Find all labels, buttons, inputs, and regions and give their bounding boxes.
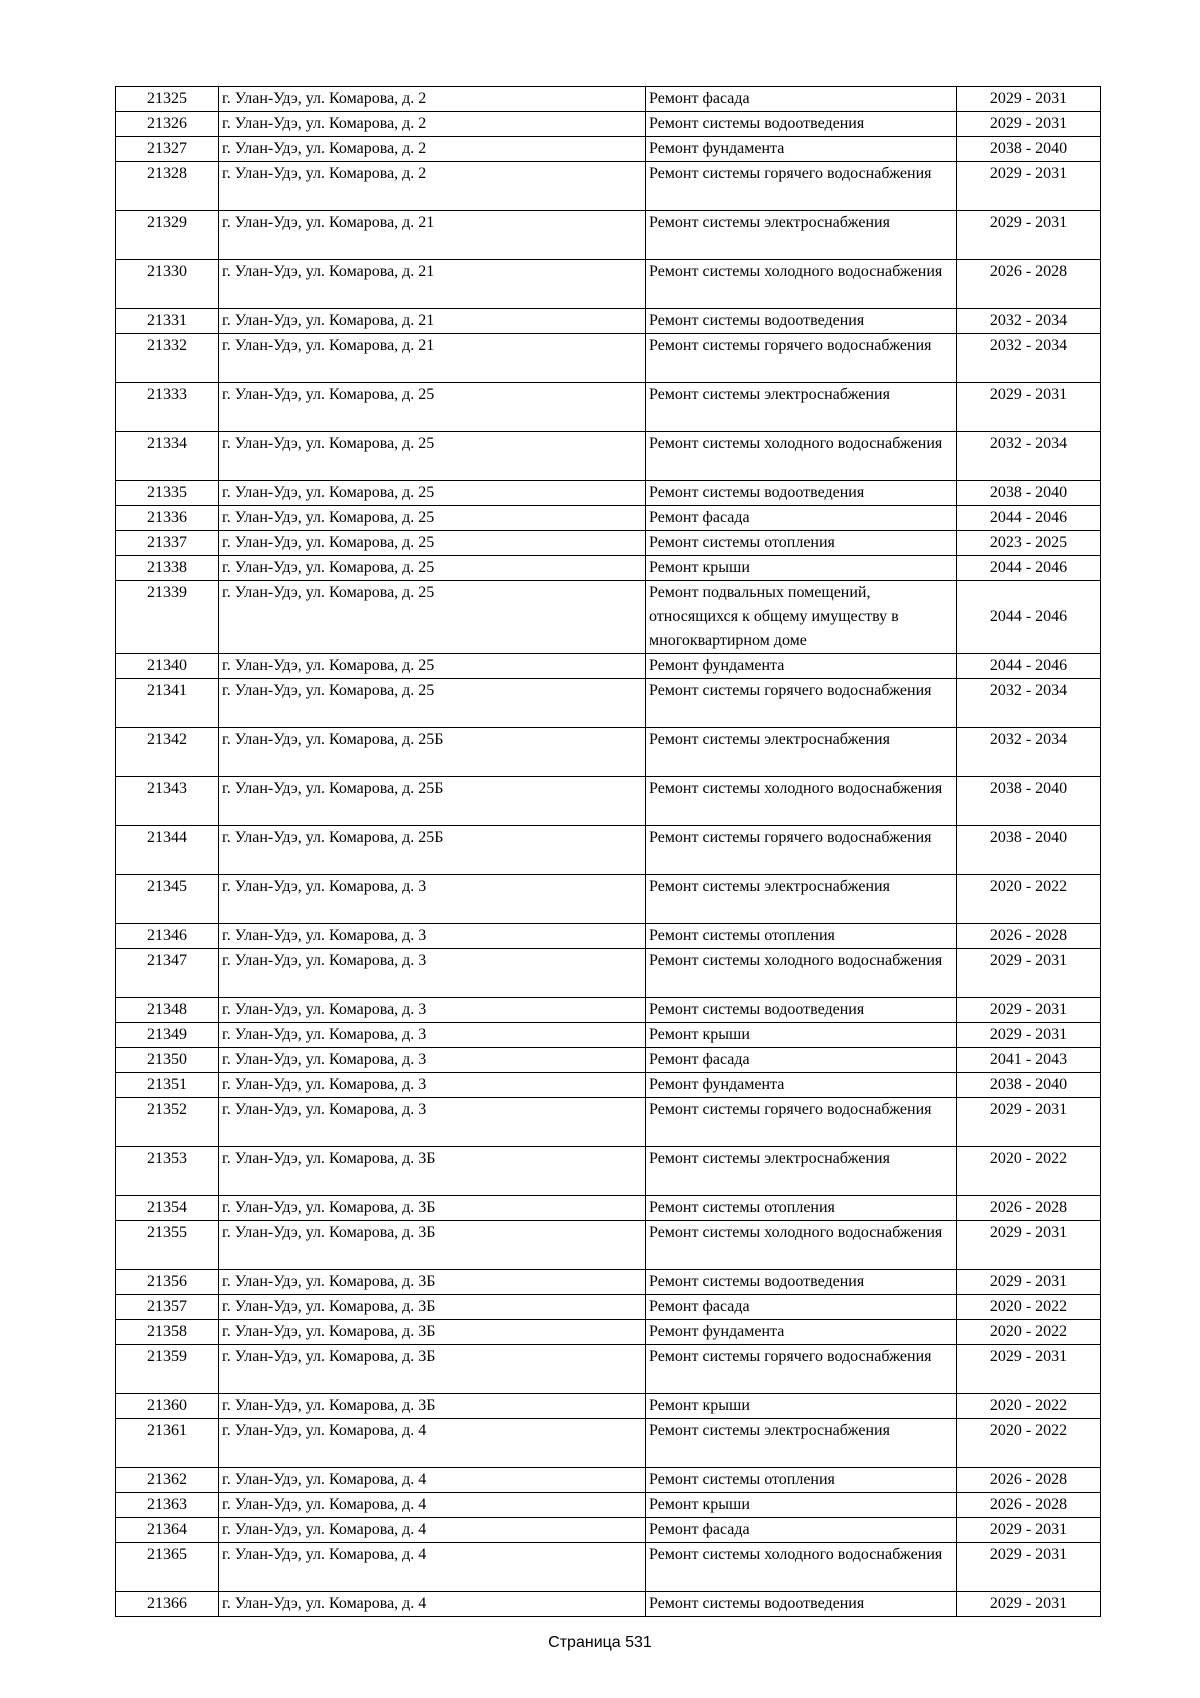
row-number-cell: 21347 bbox=[116, 949, 219, 998]
row-number-cell: 21339 bbox=[116, 581, 219, 654]
address-cell: г. Улан-Удэ, ул. Комарова, д. 2 bbox=[219, 137, 646, 162]
period-cell: 2029 - 2031 bbox=[957, 998, 1101, 1023]
address-cell: г. Улан-Удэ, ул. Комарова, д. 3Б bbox=[219, 1345, 646, 1394]
table-row bbox=[116, 137, 1101, 162]
address-cell: г. Улан-Удэ, ул. Комарова, д. 4 bbox=[219, 1493, 646, 1518]
period-cell: 2041 - 2043 bbox=[957, 1048, 1101, 1073]
work-type-cell: Ремонт системы горячего водоснабжения bbox=[646, 162, 957, 211]
table-row bbox=[116, 875, 1101, 924]
table-row bbox=[116, 1419, 1101, 1468]
work-type-cell: Ремонт фасада bbox=[646, 1048, 957, 1073]
row-number-cell: 21325 bbox=[116, 87, 219, 112]
row-number-cell: 21335 bbox=[116, 481, 219, 506]
table-row bbox=[116, 728, 1101, 777]
row-number-cell: 21357 bbox=[116, 1295, 219, 1320]
period-cell: 2044 - 2046 bbox=[957, 581, 1101, 654]
work-type-cell: Ремонт системы холодного водоснабжения bbox=[646, 777, 957, 826]
row-number-cell: 21332 bbox=[116, 334, 219, 383]
period-cell: 2029 - 2031 bbox=[957, 1023, 1101, 1048]
row-number-cell: 21359 bbox=[116, 1345, 219, 1394]
address-cell: г. Улан-Удэ, ул. Комарова, д. 25Б bbox=[219, 826, 646, 875]
row-number-cell: 21341 bbox=[116, 679, 219, 728]
work-type-cell: Ремонт системы горячего водоснабжения bbox=[646, 679, 957, 728]
period-cell: 2020 - 2022 bbox=[957, 1419, 1101, 1468]
address-cell: г. Улан-Удэ, ул. Комарова, д. 3Б bbox=[219, 1295, 646, 1320]
table-row bbox=[116, 1295, 1101, 1320]
address-cell: г. Улан-Удэ, ул. Комарова, д. 25 bbox=[219, 556, 646, 581]
work-type-cell: Ремонт фасада bbox=[646, 1295, 957, 1320]
repair-schedule-table bbox=[115, 86, 1101, 1617]
period-cell: 2038 - 2040 bbox=[957, 777, 1101, 826]
row-number-cell: 21354 bbox=[116, 1196, 219, 1221]
row-number-cell: 21351 bbox=[116, 1073, 219, 1098]
row-number-cell: 21366 bbox=[116, 1592, 219, 1617]
table-row bbox=[116, 531, 1101, 556]
row-number-cell: 21328 bbox=[116, 162, 219, 211]
table-row bbox=[116, 506, 1101, 531]
address-cell: г. Улан-Удэ, ул. Комарова, д. 25 bbox=[219, 679, 646, 728]
table-row bbox=[116, 949, 1101, 998]
row-number-cell: 21348 bbox=[116, 998, 219, 1023]
address-cell: г. Улан-Удэ, ул. Комарова, д. 4 bbox=[219, 1543, 646, 1592]
period-cell: 2020 - 2022 bbox=[957, 1295, 1101, 1320]
table-row bbox=[116, 260, 1101, 309]
work-type-cell: Ремонт системы электроснабжения bbox=[646, 875, 957, 924]
period-cell: 2020 - 2022 bbox=[957, 1147, 1101, 1196]
address-cell: г. Улан-Удэ, ул. Комарова, д. 4 bbox=[219, 1419, 646, 1468]
address-cell: г. Улан-Удэ, ул. Комарова, д. 25 bbox=[219, 506, 646, 531]
table-row bbox=[116, 1468, 1101, 1493]
work-type-cell: Ремонт системы холодного водоснабжения bbox=[646, 432, 957, 481]
period-cell: 2029 - 2031 bbox=[957, 1543, 1101, 1592]
table-row bbox=[116, 998, 1101, 1023]
table-row bbox=[116, 211, 1101, 260]
table-row bbox=[116, 383, 1101, 432]
period-cell: 2029 - 2031 bbox=[957, 383, 1101, 432]
period-cell: 2029 - 2031 bbox=[957, 1345, 1101, 1394]
row-number-cell: 21330 bbox=[116, 260, 219, 309]
work-type-cell: Ремонт системы горячего водоснабжения bbox=[646, 1345, 957, 1394]
row-number-cell: 21361 bbox=[116, 1419, 219, 1468]
address-cell: г. Улан-Удэ, ул. Комарова, д. 25 bbox=[219, 581, 646, 654]
address-cell: г. Улан-Удэ, ул. Комарова, д. 3 bbox=[219, 998, 646, 1023]
work-type-cell: Ремонт крыши bbox=[646, 1023, 957, 1048]
address-cell: г. Улан-Удэ, ул. Комарова, д. 25Б bbox=[219, 777, 646, 826]
period-cell: 2044 - 2046 bbox=[957, 556, 1101, 581]
period-cell: 2029 - 2031 bbox=[957, 1221, 1101, 1270]
work-type-cell: Ремонт системы электроснабжения bbox=[646, 1147, 957, 1196]
address-cell: г. Улан-Удэ, ул. Комарова, д. 2 bbox=[219, 87, 646, 112]
work-type-cell: Ремонт системы электроснабжения bbox=[646, 1419, 957, 1468]
work-type-cell: Ремонт системы отопления bbox=[646, 531, 957, 556]
row-number-cell: 21337 bbox=[116, 531, 219, 556]
work-type-cell: Ремонт фундамента bbox=[646, 1320, 957, 1345]
address-cell: г. Улан-Удэ, ул. Комарова, д. 3Б bbox=[219, 1196, 646, 1221]
table-row bbox=[116, 1196, 1101, 1221]
address-cell: г. Улан-Удэ, ул. Комарова, д. 25Б bbox=[219, 728, 646, 777]
work-type-cell: Ремонт системы водоотведения bbox=[646, 998, 957, 1023]
period-cell: 2038 - 2040 bbox=[957, 137, 1101, 162]
work-type-cell: Ремонт крыши bbox=[646, 1493, 957, 1518]
row-number-cell: 21345 bbox=[116, 875, 219, 924]
period-cell: 2026 - 2028 bbox=[957, 260, 1101, 309]
table-row bbox=[116, 1147, 1101, 1196]
row-number-cell: 21334 bbox=[116, 432, 219, 481]
work-type-cell: Ремонт системы водоотведения bbox=[646, 309, 957, 334]
table-row bbox=[116, 87, 1101, 112]
work-type-cell: Ремонт системы водоотведения bbox=[646, 481, 957, 506]
period-cell: 2044 - 2046 bbox=[957, 506, 1101, 531]
work-type-cell: Ремонт системы отопления bbox=[646, 1196, 957, 1221]
address-cell: г. Улан-Удэ, ул. Комарова, д. 3Б bbox=[219, 1394, 646, 1419]
table-row bbox=[116, 1023, 1101, 1048]
row-number-cell: 21349 bbox=[116, 1023, 219, 1048]
row-number-cell: 21331 bbox=[116, 309, 219, 334]
period-cell: 2032 - 2034 bbox=[957, 334, 1101, 383]
period-cell: 2029 - 2031 bbox=[957, 1098, 1101, 1147]
work-type-cell: Ремонт фундамента bbox=[646, 137, 957, 162]
work-type-cell: Ремонт системы горячего водоснабжения bbox=[646, 826, 957, 875]
page-number: Страница 531 bbox=[548, 1634, 652, 1651]
work-type-cell: Ремонт системы электроснабжения bbox=[646, 728, 957, 777]
address-cell: г. Улан-Удэ, ул. Комарова, д. 3 bbox=[219, 1023, 646, 1048]
row-number-cell: 21365 bbox=[116, 1543, 219, 1592]
table-row bbox=[116, 1048, 1101, 1073]
work-type-cell: Ремонт системы холодного водоснабжения bbox=[646, 949, 957, 998]
work-type-cell: Ремонт системы отопления bbox=[646, 924, 957, 949]
address-cell: г. Улан-Удэ, ул. Комарова, д. 3Б bbox=[219, 1270, 646, 1295]
work-type-cell: Ремонт крыши bbox=[646, 556, 957, 581]
table-row bbox=[116, 654, 1101, 679]
address-cell: г. Улан-Удэ, ул. Комарова, д. 3 bbox=[219, 924, 646, 949]
row-number-cell: 21360 bbox=[116, 1394, 219, 1419]
period-cell: 2026 - 2028 bbox=[957, 1493, 1101, 1518]
work-type-cell: Ремонт системы водоотведения bbox=[646, 1270, 957, 1295]
period-cell: 2029 - 2031 bbox=[957, 162, 1101, 211]
address-cell: г. Улан-Удэ, ул. Комарова, д. 21 bbox=[219, 211, 646, 260]
period-cell: 2038 - 2040 bbox=[957, 481, 1101, 506]
table-row bbox=[116, 679, 1101, 728]
work-type-cell: Ремонт системы холодного водоснабжения bbox=[646, 1221, 957, 1270]
work-type-cell: Ремонт системы водоотведения bbox=[646, 1592, 957, 1617]
address-cell: г. Улан-Удэ, ул. Комарова, д. 3 bbox=[219, 1073, 646, 1098]
table-row bbox=[116, 162, 1101, 211]
table-row bbox=[116, 334, 1101, 383]
address-cell: г. Улан-Удэ, ул. Комарова, д. 3 bbox=[219, 1048, 646, 1073]
work-type-cell: Ремонт фасада bbox=[646, 87, 957, 112]
work-type-cell: Ремонт фундамента bbox=[646, 654, 957, 679]
row-number-cell: 21353 bbox=[116, 1147, 219, 1196]
period-cell: 2029 - 2031 bbox=[957, 1518, 1101, 1543]
table-row bbox=[116, 556, 1101, 581]
table-row bbox=[116, 1592, 1101, 1617]
table-row bbox=[116, 826, 1101, 875]
table-row bbox=[116, 1320, 1101, 1345]
period-cell: 2029 - 2031 bbox=[957, 949, 1101, 998]
period-cell: 2032 - 2034 bbox=[957, 432, 1101, 481]
table-row bbox=[116, 581, 1101, 654]
address-cell: г. Улан-Удэ, ул. Комарова, д. 3Б bbox=[219, 1147, 646, 1196]
table-row bbox=[116, 924, 1101, 949]
address-cell: г. Улан-Удэ, ул. Комарова, д. 3 bbox=[219, 875, 646, 924]
table-row bbox=[116, 1493, 1101, 1518]
address-cell: г. Улан-Удэ, ул. Комарова, д. 21 bbox=[219, 260, 646, 309]
address-cell: г. Улан-Удэ, ул. Комарова, д. 21 bbox=[219, 334, 646, 383]
row-number-cell: 21352 bbox=[116, 1098, 219, 1147]
period-cell: 2029 - 2031 bbox=[957, 1592, 1101, 1617]
period-cell: 2026 - 2028 bbox=[957, 1196, 1101, 1221]
table-body bbox=[116, 87, 1101, 1617]
work-type-cell: Ремонт системы холодного водоснабжения bbox=[646, 260, 957, 309]
work-type-cell: Ремонт фасада bbox=[646, 1518, 957, 1543]
address-cell: г. Улан-Удэ, ул. Комарова, д. 3 bbox=[219, 949, 646, 998]
row-number-cell: 21338 bbox=[116, 556, 219, 581]
address-cell: г. Улан-Удэ, ул. Комарова, д. 21 bbox=[219, 309, 646, 334]
period-cell: 2023 - 2025 bbox=[957, 531, 1101, 556]
work-type-cell: Ремонт системы водоотведения bbox=[646, 112, 957, 137]
period-cell: 2038 - 2040 bbox=[957, 1073, 1101, 1098]
address-cell: г. Улан-Удэ, ул. Комарова, д. 25 bbox=[219, 383, 646, 432]
row-number-cell: 21350 bbox=[116, 1048, 219, 1073]
period-cell: 2026 - 2028 bbox=[957, 924, 1101, 949]
table-row bbox=[116, 1518, 1101, 1543]
work-type-cell: Ремонт системы отопления bbox=[646, 1468, 957, 1493]
table-row bbox=[116, 112, 1101, 137]
work-type-cell: Ремонт системы горячего водоснабжения bbox=[646, 1098, 957, 1147]
row-number-cell: 21336 bbox=[116, 506, 219, 531]
work-type-cell: Ремонт фасада bbox=[646, 506, 957, 531]
work-type-cell: Ремонт системы горячего водоснабжения bbox=[646, 334, 957, 383]
row-number-cell: 21364 bbox=[116, 1518, 219, 1543]
address-cell: г. Улан-Удэ, ул. Комарова, д. 3Б bbox=[219, 1320, 646, 1345]
table-row bbox=[116, 777, 1101, 826]
row-number-cell: 21326 bbox=[116, 112, 219, 137]
address-cell: г. Улан-Удэ, ул. Комарова, д. 2 bbox=[219, 112, 646, 137]
period-cell: 2029 - 2031 bbox=[957, 211, 1101, 260]
address-cell: г. Улан-Удэ, ул. Комарова, д. 25 bbox=[219, 432, 646, 481]
table-row bbox=[116, 1221, 1101, 1270]
work-type-cell: Ремонт системы электроснабжения bbox=[646, 383, 957, 432]
address-cell: г. Улан-Удэ, ул. Комарова, д. 4 bbox=[219, 1518, 646, 1543]
period-cell: 2038 - 2040 bbox=[957, 826, 1101, 875]
table-row bbox=[116, 1073, 1101, 1098]
period-cell: 2029 - 2031 bbox=[957, 112, 1101, 137]
row-number-cell: 21356 bbox=[116, 1270, 219, 1295]
row-number-cell: 21342 bbox=[116, 728, 219, 777]
work-type-cell: Ремонт подвальных помещений, относящихся к общему имуществу в многоквартирном доме bbox=[646, 581, 957, 654]
row-number-cell: 21340 bbox=[116, 654, 219, 679]
address-cell: г. Улан-Удэ, ул. Комарова, д. 4 bbox=[219, 1468, 646, 1493]
period-cell: 2032 - 2034 bbox=[957, 679, 1101, 728]
period-cell: 2032 - 2034 bbox=[957, 728, 1101, 777]
row-number-cell: 21333 bbox=[116, 383, 219, 432]
row-number-cell: 21344 bbox=[116, 826, 219, 875]
table-row bbox=[116, 481, 1101, 506]
address-cell: г. Улан-Удэ, ул. Комарова, д. 2 bbox=[219, 162, 646, 211]
address-cell: г. Улан-Удэ, ул. Комарова, д. 3 bbox=[219, 1098, 646, 1147]
work-type-cell: Ремонт крыши bbox=[646, 1394, 957, 1419]
row-number-cell: 21358 bbox=[116, 1320, 219, 1345]
work-type-cell: Ремонт системы электроснабжения bbox=[646, 211, 957, 260]
address-cell: г. Улан-Удэ, ул. Комарова, д. 3Б bbox=[219, 1221, 646, 1270]
table-row bbox=[116, 309, 1101, 334]
table-row bbox=[116, 1270, 1101, 1295]
period-cell: 2020 - 2022 bbox=[957, 875, 1101, 924]
table-row bbox=[116, 432, 1101, 481]
row-number-cell: 21329 bbox=[116, 211, 219, 260]
period-cell: 2020 - 2022 bbox=[957, 1320, 1101, 1345]
period-cell: 2020 - 2022 bbox=[957, 1394, 1101, 1419]
address-cell: г. Улан-Удэ, ул. Комарова, д. 25 bbox=[219, 531, 646, 556]
period-cell: 2032 - 2034 bbox=[957, 309, 1101, 334]
row-number-cell: 21343 bbox=[116, 777, 219, 826]
row-number-cell: 21327 bbox=[116, 137, 219, 162]
work-type-cell: Ремонт фундамента bbox=[646, 1073, 957, 1098]
period-cell: 2029 - 2031 bbox=[957, 1270, 1101, 1295]
period-cell: 2044 - 2046 bbox=[957, 654, 1101, 679]
address-cell: г. Улан-Удэ, ул. Комарова, д. 25 bbox=[219, 654, 646, 679]
table-row bbox=[116, 1394, 1101, 1419]
period-cell: 2029 - 2031 bbox=[957, 87, 1101, 112]
table-row bbox=[116, 1345, 1101, 1394]
row-number-cell: 21355 bbox=[116, 1221, 219, 1270]
row-number-cell: 21362 bbox=[116, 1468, 219, 1493]
row-number-cell: 21346 bbox=[116, 924, 219, 949]
address-cell: г. Улан-Удэ, ул. Комарова, д. 4 bbox=[219, 1592, 646, 1617]
address-cell: г. Улан-Удэ, ул. Комарова, д. 25 bbox=[219, 481, 646, 506]
work-type-cell: Ремонт системы холодного водоснабжения bbox=[646, 1543, 957, 1592]
table-row bbox=[116, 1098, 1101, 1147]
period-cell: 2026 - 2028 bbox=[957, 1468, 1101, 1493]
row-number-cell: 21363 bbox=[116, 1493, 219, 1518]
table-row bbox=[116, 1543, 1101, 1592]
